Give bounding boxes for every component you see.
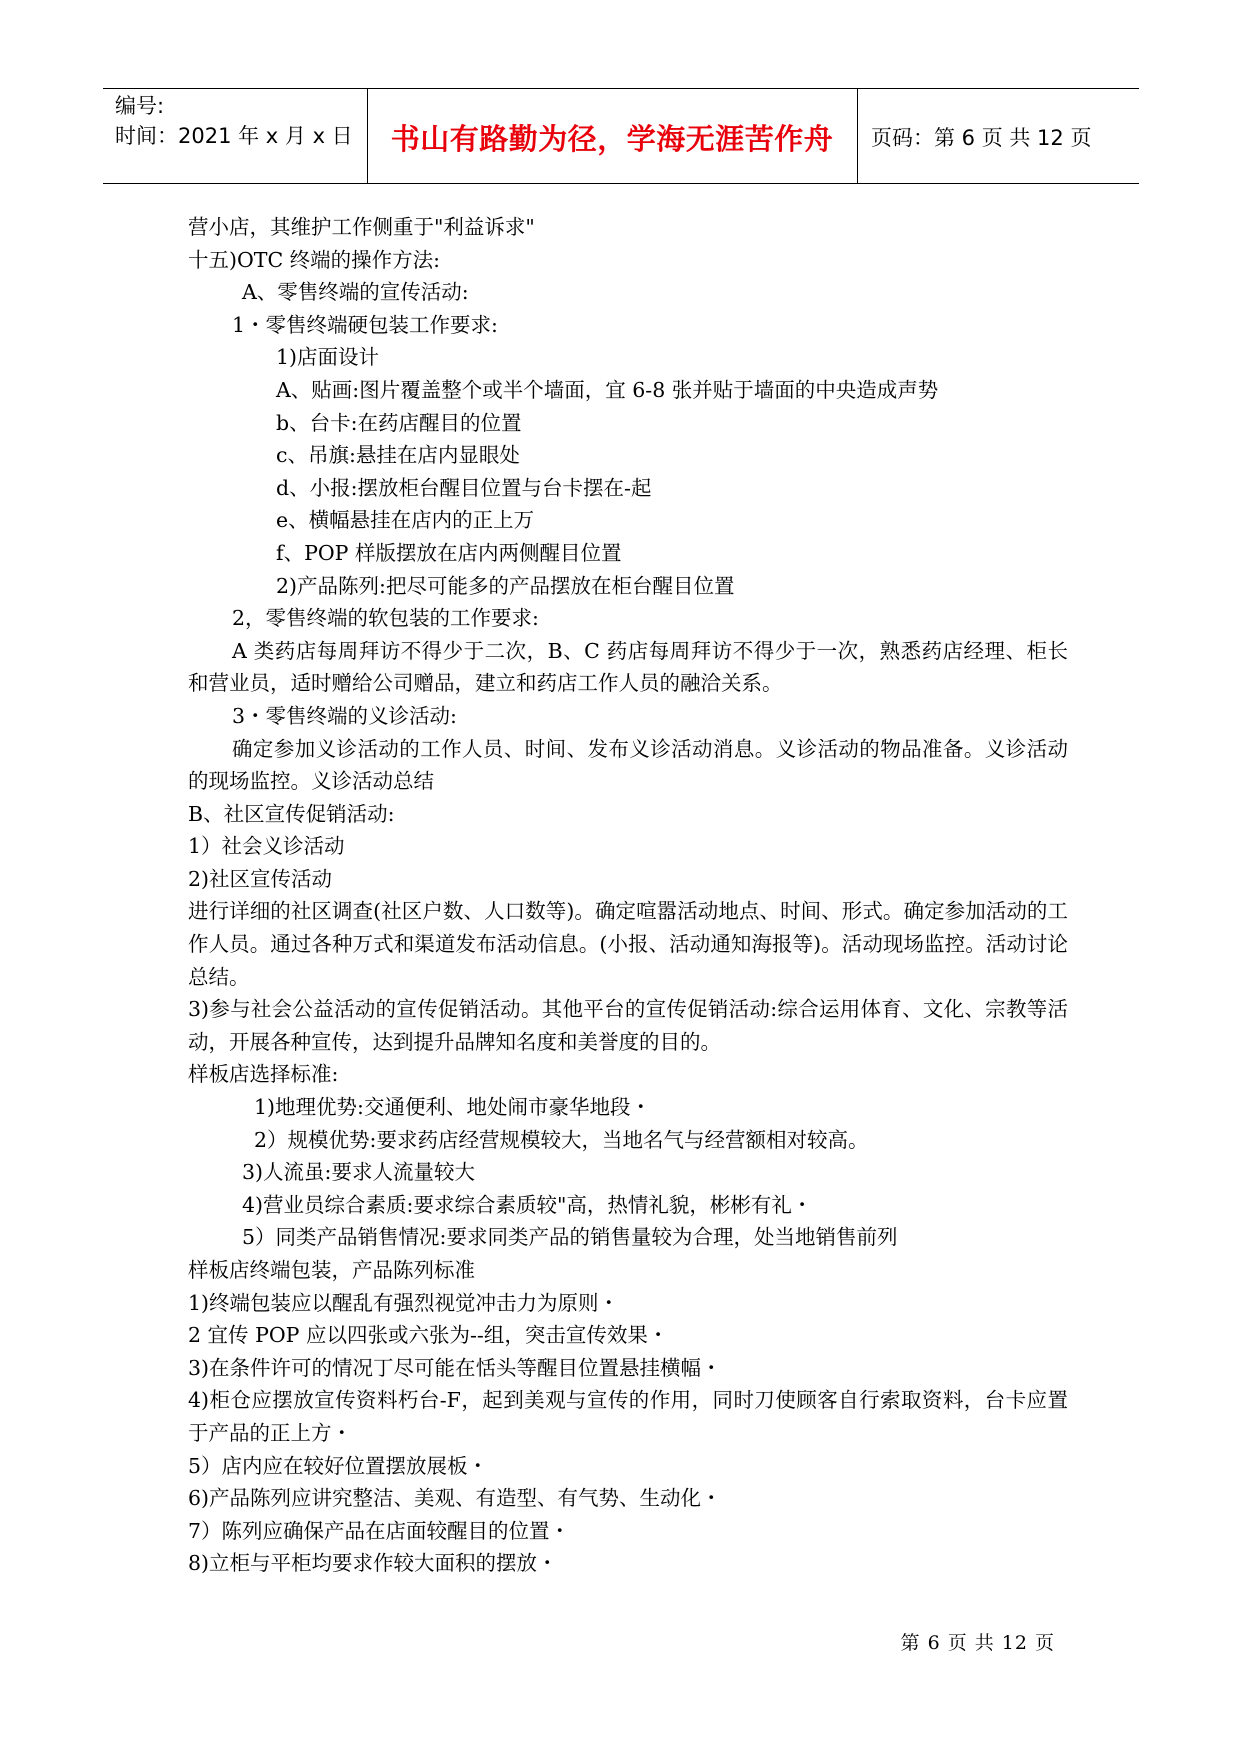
list-item: 1)终端包装应以醒乱有强烈视觉冲击力为原则・: [188, 1290, 620, 1315]
list-heading: 3・零售终端的义诊活动:: [232, 703, 457, 728]
list-item: A、贴画:图片覆盖整个或半个墙面，宜 6-8 张并贴于墙面的中央造成声势: [276, 377, 939, 402]
list-item: 1)地理优势:交通便利、地处闹市豪华地段・: [254, 1095, 651, 1120]
paragraph: 进行详细的社区调查(社区户数、人口数等)。确定喧嚣活动地点、时间、形式。确定参加活动的工作人员。通过各种万式和渠道发布活动信息。(小报、活动通知海报等)。活动现场监控。活动讨论总结。: [188, 899, 1068, 989]
header-meta: [115, 91, 353, 151]
list-item: 6)产品陈列应讲究整洁、美观、有造型、有气势、生动化・: [188, 1486, 722, 1511]
document-date-label: 时间：2021 年 x 月 x 日: [115, 124, 353, 148]
subsection-heading: 样板店选择标准:: [188, 1062, 339, 1087]
document-body: [188, 211, 1068, 1580]
list-item: 5）同类产品销售情况:要求同类产品的销售量较为合理，处当地销售前列: [242, 1225, 898, 1250]
document-number-label: 编号:: [115, 94, 165, 118]
list-item: 2）规模优势:要求药店经营规模较大，当地名气与经营额相对较高。: [254, 1127, 869, 1152]
page-footer: 第 6 页 共 12 页: [900, 1632, 1055, 1654]
list-item: 7）陈列应确保产品在店面较醒目的位置・: [188, 1518, 571, 1543]
paragraph: 确定参加义诊活动的工作人员、时间、发布义诊活动消息。义诊活动的物品准备。义诊活动的现场监控。义诊活动总结: [188, 736, 1068, 794]
list-item: 3)人流虽:要求人流量较大: [242, 1160, 475, 1185]
list-item: 2 宜传 POP 应以四张或六张为--组，突击宣传效果・: [188, 1323, 669, 1348]
list-heading: 1・零售终端硬包装工作要求:: [232, 312, 498, 337]
subsection-heading: B、社区宣传促销活动:: [188, 801, 395, 826]
list-item: b、台卡:在药店醒目的位置: [276, 410, 522, 435]
list-item: 1)店面设计: [276, 345, 380, 370]
list-item: 5）店内应在较好位置摆放展板・: [188, 1453, 489, 1478]
list-item: 4)柜仓应摆放宣传资料朽台-F，起到美观与宣传的作用，同时刀使顾客自行索取资料，台卡应置于产品的正上方・: [188, 1388, 1068, 1445]
list-item: 1）社会义诊活动: [188, 834, 345, 859]
paragraph: 3)参与社会公益活动的宣传促销活动。其他平台的宣传促销活动:综合运用体育、文化、宗教等活动，开展各种宣传，达到提升品牌知名度和美誉度的目的。: [188, 997, 1068, 1054]
header-motto: 书山有路勤为径，学海无涯苦作舟: [390, 122, 834, 156]
subsection-heading: 样板店终端包装，产品陈列标准: [188, 1258, 475, 1282]
list-item: 2)产品陈列:把尽可能多的产品摆放在柜台醒目位置: [276, 573, 735, 598]
page-header: [103, 88, 1139, 184]
list-item: d、小报:摆放柜台醒目位置与台卡摆在-起: [276, 475, 652, 500]
list-item: c、吊旗:悬挂在店内显眼处: [276, 443, 520, 468]
header-page-number: 页码：第 6 页 共 12 页: [871, 126, 1092, 150]
list-item: 3)在条件许可的情况丁尽可能在恬头等醒目位置悬挂横幅・: [188, 1355, 722, 1380]
header-divider: [857, 89, 858, 183]
list-item: f、POP 样版摆放在店内两侧醒目位置: [276, 540, 622, 565]
subsection-heading: A、零售终端的宣传活动:: [242, 280, 469, 305]
list-heading: 2，零售终端的软包装的工作要求:: [232, 606, 539, 631]
list-item: 8)立柜与平柜均要求作较大面积的摆放・: [188, 1551, 558, 1576]
list-item: e、横幅悬挂在店内的正上万: [276, 508, 535, 533]
list-item: 4)营业员综合素质:要求综合素质较"高，热情礼貌，彬彬有礼・: [242, 1192, 813, 1217]
paragraph: 营小店，其维护工作侧重于"利益诉求": [188, 215, 535, 239]
list-item: 2)社区宣传活动: [188, 866, 333, 891]
section-heading: 十五)OTC 终端的操作方法:: [188, 247, 441, 272]
paragraph: A 类药店每周拜访不得少于二次，B、C 药店每周拜访不得少于一次，熟悉药店经理、柜长和营业员，适时赠给公司赠品，建立和药店工作人员的融洽关系。: [188, 638, 1068, 696]
